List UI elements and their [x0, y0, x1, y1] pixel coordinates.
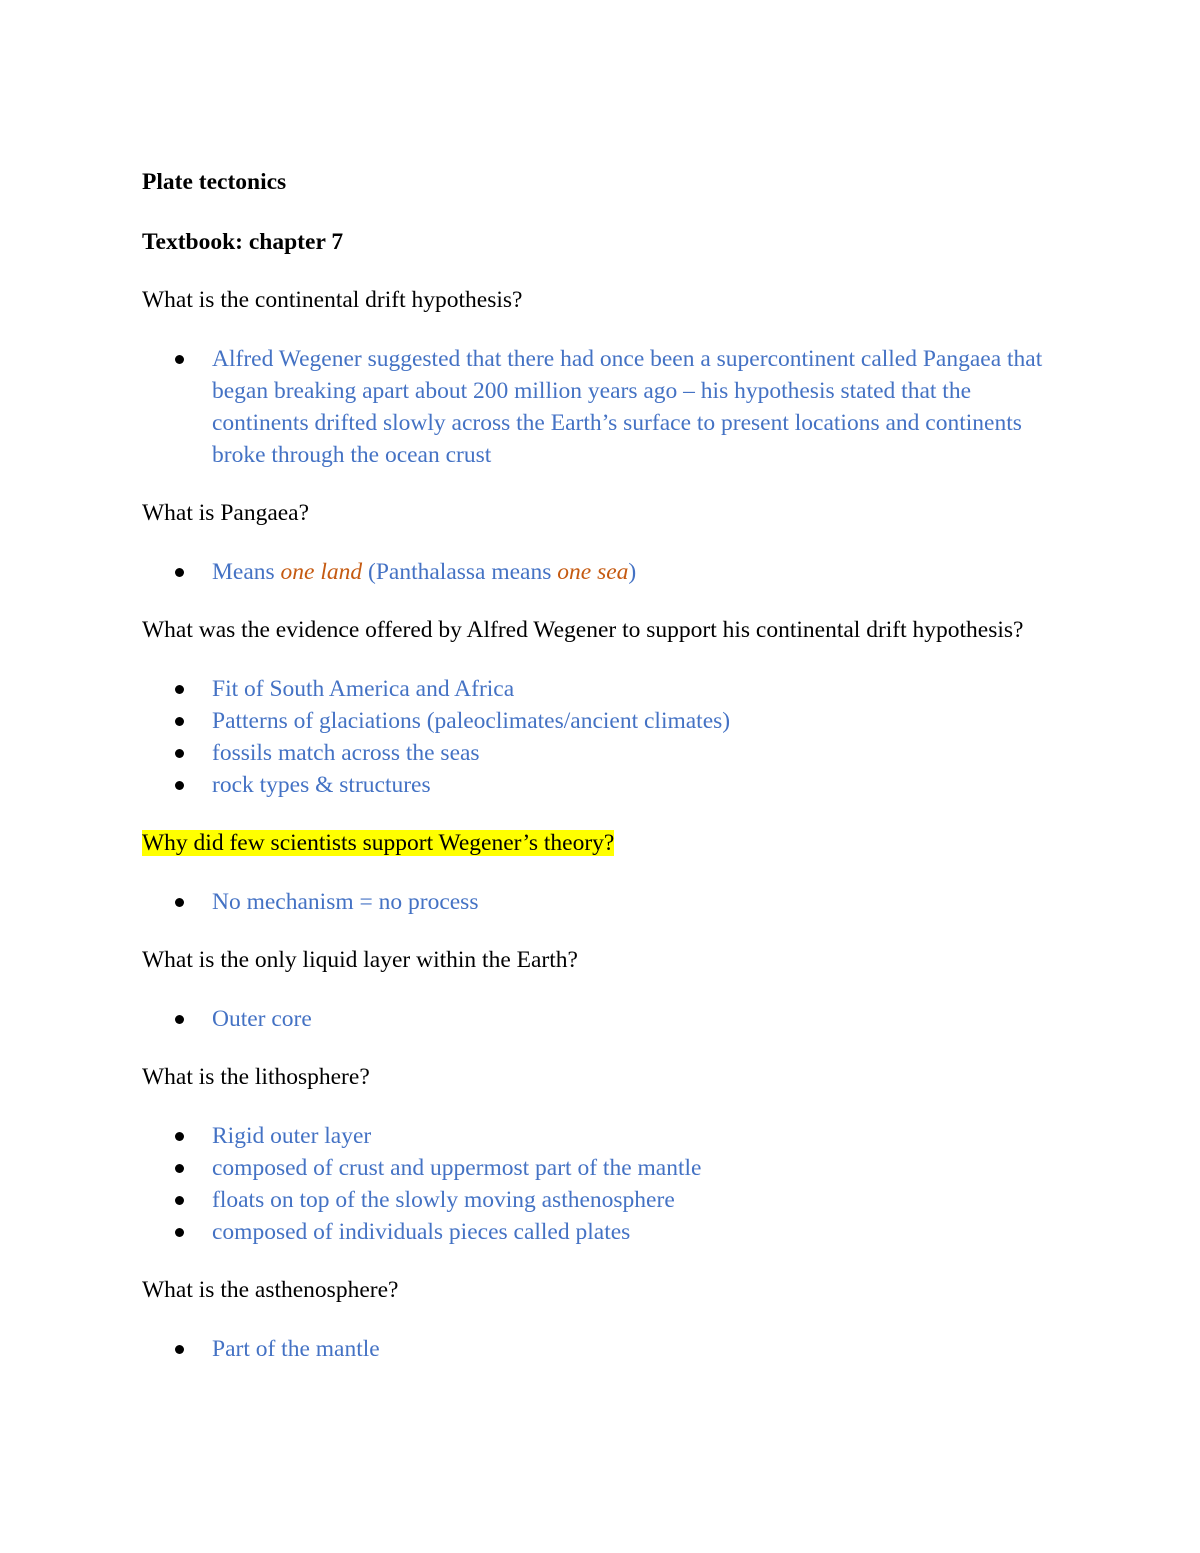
- list-item: [142, 556, 1062, 588]
- bullet-icon: [175, 1015, 184, 1024]
- bullet-icon: [175, 717, 184, 726]
- bullet-icon: [175, 781, 184, 790]
- answer-list: [142, 673, 1062, 801]
- document-subtitle: Textbook: chapter 7: [142, 229, 344, 255]
- bullet-icon: [175, 355, 184, 364]
- document-page: [142, 166, 1062, 1365]
- list-item: [142, 1152, 1062, 1184]
- list-item: [142, 737, 1062, 769]
- list-item: [142, 886, 1062, 918]
- answer-text: composed of individuals pieces called plates: [212, 1219, 631, 1245]
- answer-text: Alfred Wegener suggested that there had once been a supercontinent called Pangaea that began breaking apart about 200 million years ago – his hypothesis stated that the continents drifted slowly across the Earth’s surface to present locations and continents broke through the ocean crust: [212, 346, 1043, 468]
- list-item: [142, 673, 1062, 705]
- answer-text: Fit of South America and Africa: [212, 676, 515, 702]
- bullet-icon: [175, 1345, 184, 1354]
- list-item: [142, 1184, 1062, 1216]
- question-continental-drift: What is the continental drift hypothesis?: [142, 287, 523, 313]
- answer-text: No mechanism = no process: [212, 889, 479, 915]
- question-liquid-layer: What is the only liquid layer within the Earth?: [142, 947, 578, 973]
- list-item: [142, 1003, 1062, 1035]
- question-few-scientists: [142, 827, 1062, 859]
- question-lithosphere: What is the lithosphere?: [142, 1064, 370, 1090]
- bullet-icon: [175, 898, 184, 907]
- list-item: [142, 1333, 1062, 1365]
- list-item: [142, 769, 1062, 801]
- document-title: Plate tectonics: [142, 169, 287, 195]
- bullet-icon: [175, 685, 184, 694]
- bullet-icon: [175, 1196, 184, 1205]
- answer-text-part: (Panthalassa means: [362, 559, 558, 585]
- answer-list: [142, 1003, 1062, 1035]
- list-item: [142, 343, 1062, 471]
- question-pangaea: What is Pangaea?: [142, 500, 310, 526]
- list-item: [142, 1120, 1062, 1152]
- bullet-icon: [175, 1132, 184, 1141]
- answer-list: [142, 1333, 1062, 1365]
- answer-text: rock types & structures: [212, 772, 431, 798]
- answer-text: Patterns of glaciations (paleoclimates/ancient climates): [212, 708, 731, 734]
- answer-text: Outer core: [212, 1006, 312, 1032]
- answer-text: floats on top of the slowly moving asthenosphere: [212, 1187, 675, 1213]
- answer-text: composed of crust and uppermost part of the mantle: [212, 1155, 702, 1181]
- question-evidence: What was the evidence offered by Alfred Wegener to support his continental drift hypothesis?: [142, 617, 1024, 643]
- list-item: [142, 705, 1062, 737]
- answer-text: fossils match across the seas: [212, 740, 480, 766]
- bullet-icon: [175, 1164, 184, 1173]
- question-asthenosphere: What is the asthenosphere?: [142, 1277, 399, 1303]
- answer-list: [142, 343, 1062, 471]
- bullet-icon: [175, 568, 184, 577]
- answer-list: [142, 886, 1062, 918]
- emphasis-one-sea: one sea: [557, 559, 629, 585]
- highlighted-question-text: Why did few scientists support Wegener’s theory?: [142, 830, 615, 856]
- answer-text: Part of the mantle: [212, 1336, 380, 1362]
- answer-text-part: ): [628, 559, 637, 585]
- answer-list: [142, 556, 1062, 588]
- emphasis-one-land: one land: [280, 559, 363, 585]
- bullet-icon: [175, 1228, 184, 1237]
- answer-text-part: Means: [212, 559, 281, 585]
- answer-list: [142, 1120, 1062, 1248]
- answer-text: Rigid outer layer: [212, 1123, 372, 1149]
- bullet-icon: [175, 749, 184, 758]
- list-item: [142, 1216, 1062, 1248]
